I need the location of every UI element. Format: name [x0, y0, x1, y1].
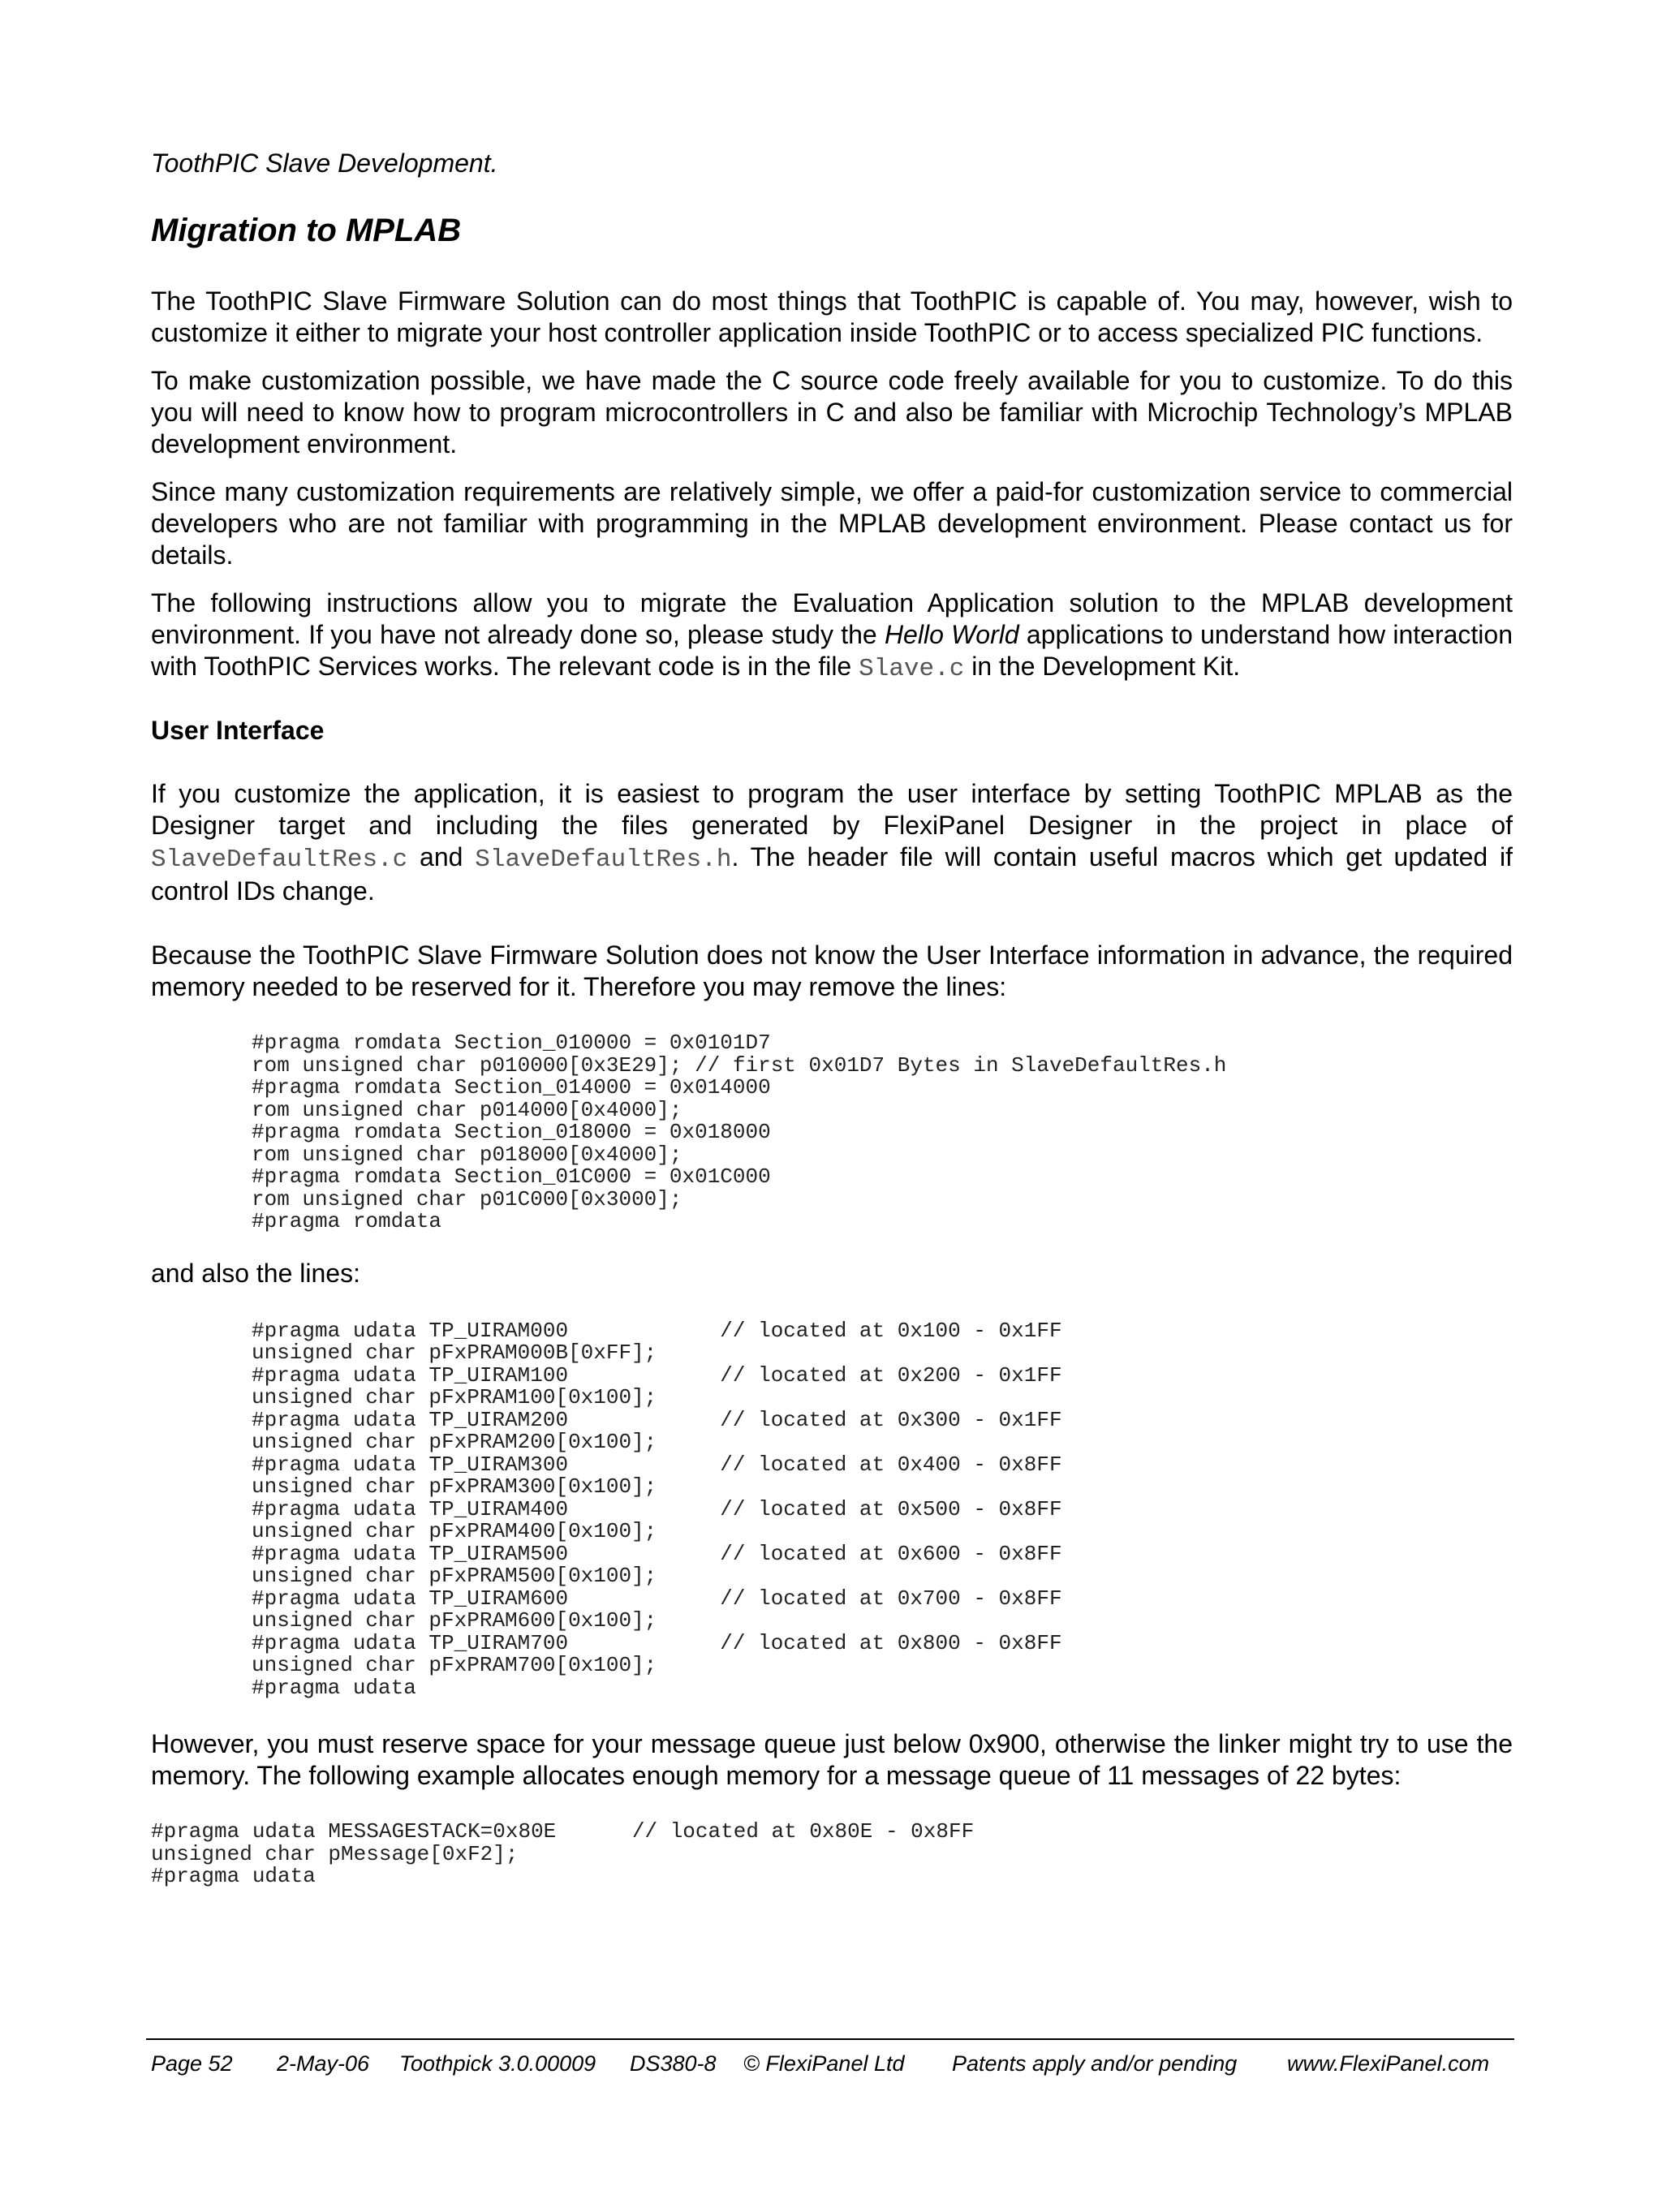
footer-page-number: Page 52: [151, 2051, 233, 2076]
code-block-udata: #pragma udata TP_UIRAM000 // located at 0x100 - 0x1FF unsigned char pFxPRAM000B[0xFF]; #pragma udata TP_UIRAM100 // located at 0x200 - 0x1FF unsigned char pFxPRAM100[0x100]; #pragma udata TP_UIRAM200 // located at 0x300 - 0x1FF unsigned char pFxPRAM200[0x100]; #pragma udata TP_UIRAM300 // located at 0x400 - 0x8FF unsigned char pFxPRAM300[0x100]; #pragma udata TP_UIRAM400 // located at 0x500 - 0x8FF unsigned char pFxPRAM400[0x100]; #pragma udata TP_UIRAM500 // located at 0x600 - 0x8FF unsigned char pFxPRAM500[0x100]; #pragma udata TP_UIRAM600 // located at 0x700 - 0x8FF unsigned char pFxPRAM600[0x100]; #pragma udata TP_UIRAM700 // located at 0x800 - 0x8FF unsigned char pFxPRAM700[0x100]; #pragma udata: [252, 1318, 1062, 1700]
inline-code-filename: SlaveDefaultRes.h: [475, 846, 732, 874]
footer-website: www.FlexiPanel.com: [1287, 2051, 1490, 2076]
code-block-romdata: #pragma romdata Section_010000 = 0x0101D7 rom unsigned char p010000[0x3E29]; // first 0x01D7 Bytes in SlaveDefaultRes.h #pragma romdata Section_014000 = 0x014000 rom unsigned char p014000[0x4000]; #pragma romdata Section_018000 = 0x018000 rom unsigned char p018000[0x4000]; #pragma romdata Section_01C000 = 0x01C000 rom unsigned char p01C000[0x3000]; #pragma romdata: [252, 1031, 1227, 1233]
paragraph-text: The following instructions allow you to migrate the Evaluation Application solution to the MPLAB development environment. If you have not already done so, please study the: [151, 588, 1513, 649]
paragraph-text: and: [407, 842, 476, 871]
code-block-messagestack: #pragma udata MESSAGESTACK=0x80E // located at 0x80E - 0x8FF unsigned char pMessage[0xF2]; #pragma udata: [151, 1819, 975, 1888]
footer-patents: Patents apply and/or pending: [952, 2051, 1238, 2076]
paragraph-service: Since many customization requirements are relatively simple, we offer a paid-for customization service to commercial developers who are not familiar with programming in the MPLAB development environment. Please contact us for details.: [151, 477, 1513, 570]
document-page: [151, 0, 1513, 2212]
emphasis-hello-world: Hello World: [884, 620, 1019, 649]
inline-code-filename: Slave.c: [859, 655, 965, 683]
paragraph-text: applications to understand how interaction with ToothPIC Services works. The relevant code is in the file: [151, 620, 1513, 681]
paragraph-text: . The header file will contain useful macros which get updated if control IDs change.: [151, 842, 1513, 906]
paragraph-text: in the Development Kit.: [964, 652, 1241, 681]
paragraph-text: If you customize the application, it is easiest to program the user interface by setting ToothPIC MPLAB as the Designer target and including the files generated by FlexiPanel Designer in the project in place of: [151, 779, 1513, 840]
paragraph-also-lines: and also the lines:: [151, 1258, 360, 1288]
paragraph-overview: The ToothPIC Slave Firmware Solution can do most things that ToothPIC is capable of. You may, however, wish to customize it either to migrate your host controller application inside ToothPIC or to access specialized PIC functions.: [151, 286, 1513, 347]
paragraph-instructions: [151, 587, 1513, 685]
footer-copyright: © FlexiPanel Ltd: [743, 2051, 905, 2076]
paragraph-user-interface: [151, 778, 1513, 907]
header-note: ToothPIC Slave Development.: [151, 148, 498, 178]
footer-divider: [146, 2038, 1514, 2040]
section-title: Migration to MPLAB: [151, 213, 462, 248]
footer-date: 2-May-06: [277, 2051, 370, 2076]
paragraph-message-queue: However, you must reserve space for your message queue just below 0x900, otherwise the linker might try to use the memory. The following example allocates enough memory for a message queue of 11 messages of 22 bytes:: [151, 1729, 1513, 1790]
footer-product-version: Toothpick 3.0.00009: [399, 2051, 596, 2076]
inline-code-filename: SlaveDefaultRes.c: [151, 846, 408, 874]
document-body: [151, 286, 1513, 1888]
paragraph-customization: To make customization possible, we have made the C source code freely available for you to customize. To do this you will need to know how to program microcontrollers in C and also be familiar with Microchip Technology’s MPLAB development environment.: [151, 366, 1513, 458]
paragraph-remove-lines: Because the ToothPIC Slave Firmware Solution does not know the User Interface information in advance, the required memory needed to be reserved for it. Therefore you may remove the lines:: [151, 940, 1513, 1001]
subsection-heading-user-interface: User Interface: [151, 716, 325, 745]
footer-document-id: DS380-8: [630, 2051, 717, 2076]
